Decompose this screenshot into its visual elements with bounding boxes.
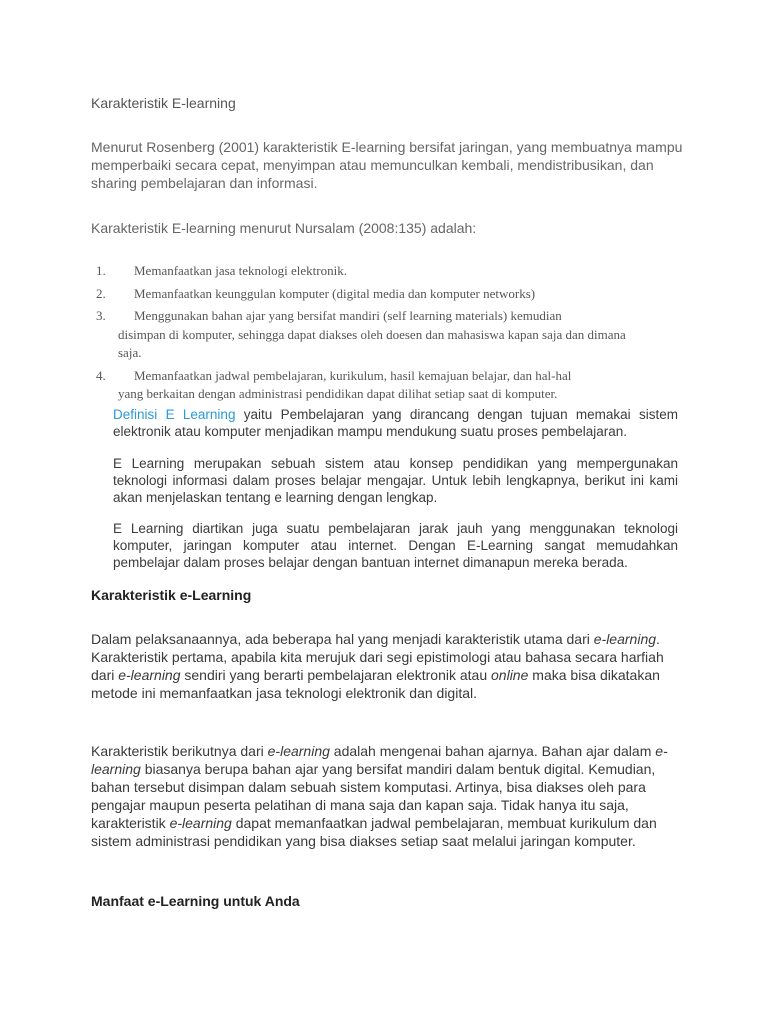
text: Dalam pelaksanaannya, ada beberapa hal yang menjadi karakteristik utama dari xyxy=(91,631,594,647)
section-title-karakteristik: Karakteristik E-learning xyxy=(91,95,236,111)
list-item xyxy=(96,262,656,281)
text: Karakteristik berikutnya dari xyxy=(91,743,268,759)
text: dapat memanfaatkan jadwal pembelajaran, membuat kurikulum dan sistem administrasi pendidikan yang bisa diakses setiap saat melalui jaringan komputer. xyxy=(91,815,657,849)
list-item xyxy=(96,367,656,404)
italic-term: online xyxy=(491,667,529,683)
characteristics-list xyxy=(96,262,656,408)
list-number: 1. xyxy=(96,263,106,278)
text: . Karakteristik pertama, apabila kita merujuk dari segi epistimologi atau bahasa secara harfiah dari xyxy=(91,631,664,683)
list-text: Memanfaatkan keunggulan komputer (digital media dan komputer networks) xyxy=(134,285,536,301)
body-paragraph-b xyxy=(91,742,681,850)
text: maka bisa dikatakan metode ini memanfaatkan jasa teknologi elektronik dan digital. xyxy=(91,667,660,701)
text: sendiri yang berarti pembelajaran elektronik atau xyxy=(180,667,492,683)
list-number: 2. xyxy=(96,285,106,301)
list-number: 4. xyxy=(96,367,106,383)
paragraph-rosenberg: Menurut Rosenberg (2001) karakteristik E-learning bersifat jaringan, yang membuatnya mampu memperbaiki secara cepat, menyimpan atau memunculkan kembali, mendistribusikan, dan sharing pembelajaran dan informasi. xyxy=(91,139,683,191)
list-number: 3. xyxy=(96,308,106,323)
list-item xyxy=(96,307,656,363)
list-text-continuation: disimpan di komputer, sehingga dapat diakses oleh doesen dan mahasiswa kapan saja dan dimana saja. xyxy=(118,326,626,360)
text: adalah mengenai bahan ajarnya. Bahan ajar dalam xyxy=(329,743,656,759)
definisi-e-learning-link[interactable]: Definisi E Learning xyxy=(113,407,236,422)
definition-paragraph-1 xyxy=(113,406,678,440)
heading-karakteristik-e-learning: Karakteristik e-Learning xyxy=(91,587,252,603)
italic-term: e-learning xyxy=(118,667,181,683)
paragraph-nursalam: Karakteristik E-learning menurut Nursalam (2008:135) adalah: xyxy=(91,220,477,236)
italic-term: e-learning xyxy=(169,815,232,831)
body-paragraph-a xyxy=(91,630,681,702)
list-text-continuation: yang berkaitan dengan administrasi pendidikan dapat dilihat setiap saat di komputer. xyxy=(118,386,558,401)
definition-paragraph-2: E Learning merupakan sebuah sistem atau konsep pendidikan yang mempergunakan teknologi informasi dalam proses belajar mengajar. Untuk lebih lengkapnya, berikut ini kami akan menjelaskan tentang e learning dengan lengkap. xyxy=(113,456,678,505)
italic-term: e-learning xyxy=(593,631,657,647)
definition-text: yaitu Pembelajaran yang dirancang dengan tujuan memakai sistem elektronik atau komputer menjadikan mampu mendukung suatu proses pembelajaran. xyxy=(113,407,678,439)
italic-term: e-learning xyxy=(91,743,668,777)
italic-term: e-learning xyxy=(267,743,330,759)
list-text: Memanfaatkan jasa teknologi elektronik. xyxy=(134,263,347,278)
list-text: Memanfaatkan jadwal pembelajaran, kurikulum, hasil kemajuan belajar, dan hal-hal xyxy=(134,367,572,383)
definition-paragraph-3: E Learning diartikan juga suatu pembelajaran jarak jauh yang menggunakan teknologi komputer, jaringan komputer atau internet. Dengan E-Learning sangat memudahkan pembelajar dalam proses belajar dengan bantuan internet dimanapun mereka berada. xyxy=(113,521,678,570)
text: biasanya berupa bahan ajar yang bersifat mandiri dalam bentuk digital. Kemudian, bahan tersebut disimpan dalam sebuah sistem komputasi. Artinya, bisa diakses oleh para pengajar maupun peserta pelatihan di mana saja dan kapan saja. Tidak hanya itu saja, karakteristik xyxy=(91,761,656,831)
list-text: Menggunakan bahan ajar yang bersifat mandiri (self learning materials) kemudian xyxy=(134,308,562,323)
heading-manfaat-e-learning: Manfaat e-Learning untuk Anda xyxy=(91,893,300,909)
list-item xyxy=(96,285,656,304)
